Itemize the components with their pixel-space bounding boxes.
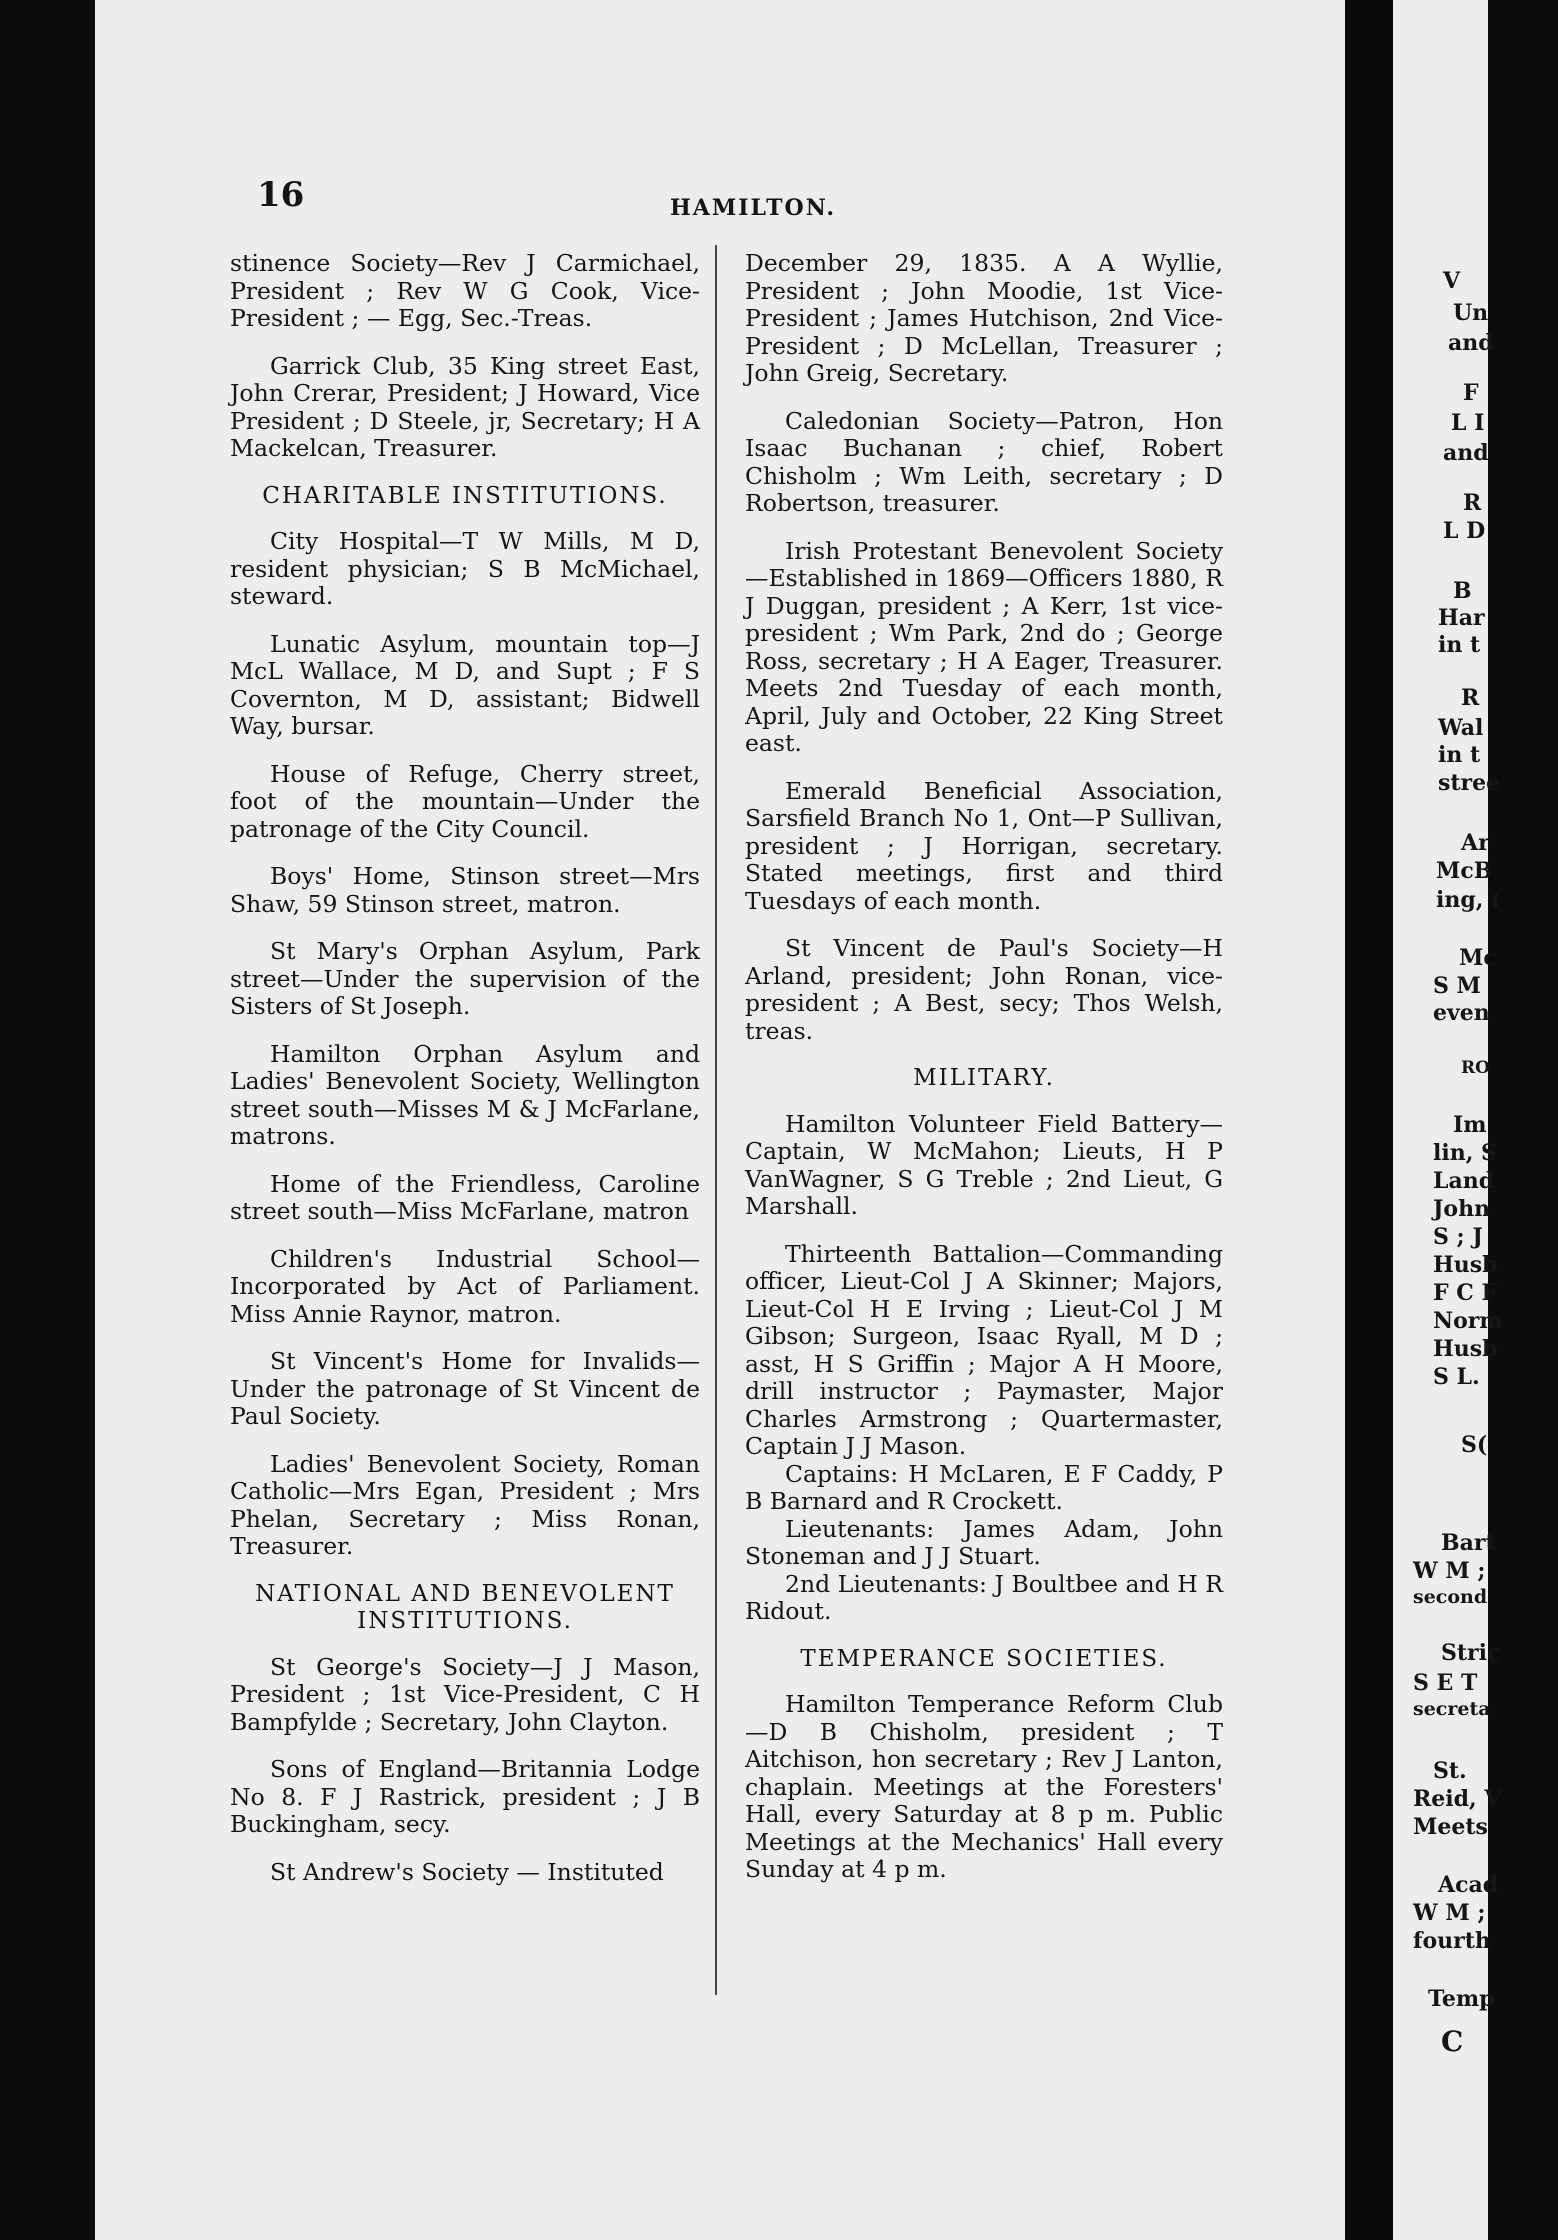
adjacent-fragment: ing, ( xyxy=(1436,887,1502,913)
page-number: 16 xyxy=(257,175,305,215)
adjacent-fragment: in t xyxy=(1438,742,1481,768)
adjacent-fragment: Stric xyxy=(1441,1640,1501,1666)
adjacent-fragment: S ; J xyxy=(1433,1224,1483,1250)
adjacent-fragment: McB xyxy=(1436,858,1493,884)
directory-entry: Ladies' Benevolent Society, Roman Catholic—Mrs Egan, President ; Mrs Phelan, Secretary ; Miss Ronan, Treasurer. xyxy=(230,1449,700,1560)
adjacent-fragment: even xyxy=(1433,1000,1490,1026)
directory-entry: Captains: H McLaren, E F Caddy, P B Barnard and R Crockett. xyxy=(745,1459,1223,1515)
directory-entry: Home of the Friendless, Caroline street south—Miss McFarlane, matron xyxy=(230,1169,700,1225)
adjacent-fragment: in t xyxy=(1438,632,1481,658)
directory-entry: Boys' Home, Stinson street—Mrs Shaw, 59 Stinson street, matron. xyxy=(230,862,700,918)
directory-entry: Thirteenth Battalion—Commanding officer, Lieut-Col J A Skinner; Majors, Lieut-Col H E Irving ; Lieut-Col J M Gibson; Surgeon, Isaac Ryall, M D ; asst, H S Griffin ; Major A H Moore, drill instructor ; Paymaster, Major Charles Armstrong ; Quartermaster, Captain J J Mason. xyxy=(745,1239,1223,1460)
adjacent-fragment: V xyxy=(1443,268,1461,294)
directory-entry: City Hospital—T W Mills, M D, resident physician; S B McMichael, steward. xyxy=(230,527,700,610)
adjacent-fragment: Temp xyxy=(1428,1986,1495,2012)
adjacent-page-edge xyxy=(1393,0,1503,2240)
directory-entry: St Vincent de Paul's Society—H Arland, president; John Ronan, vice-president ; A Best, secy; Thos Welsh, treas. xyxy=(745,934,1223,1045)
adjacent-fragment: S M xyxy=(1433,973,1481,999)
adjacent-fragment: lin, S xyxy=(1433,1140,1497,1166)
adjacent-fragment: L I xyxy=(1451,410,1485,436)
adjacent-fragment: Acad xyxy=(1438,1872,1499,1898)
adjacent-fragment: F C F xyxy=(1433,1280,1498,1306)
adjacent-fragment: secreta xyxy=(1413,1698,1491,1720)
section-heading: MILITARY. xyxy=(913,1065,1055,1091)
directory-entry: Irish Protestant Benevolent Society —Established in 1869—Officers 1880, R J Duggan, president ; A Kerr, 1st vice-president ; Wm Park, 2nd do ; George Ross, secretary ; H A Eager, Treasurer. Meets 2nd Tuesday of each month, April, July and October, 22 King Street east. xyxy=(745,536,1223,757)
section-heading: NATIONAL AND BENEVOLENT INSTITUTIONS. xyxy=(255,1580,675,1634)
directory-entry: Children's Industrial School—Incorporated by Act of Parliament. Miss Annie Raynor, matron. xyxy=(230,1244,700,1328)
adjacent-fragment: Im xyxy=(1453,1112,1487,1138)
adjacent-fragment: Husb xyxy=(1433,1252,1498,1278)
directory-entry: Garrick Club, 35 King street East, John Crerar, President; J Howard, Vice President ; D Steele, jr, Secretary; H A Mackelcan, Treasurer. xyxy=(230,351,700,462)
left-column xyxy=(230,250,700,1906)
directory-entry: Lunatic Asylum, mountain top—J McL Wallace, M D, and Supt ; F S Covernton, M D, assistant; Bidwell Way, bursar. xyxy=(230,629,700,740)
adjacent-fragment: Meets xyxy=(1413,1814,1488,1840)
adjacent-fragment: Land xyxy=(1433,1168,1495,1194)
directory-entry: St George's Society—J J Mason, President ; 1st Vice-President, C H Bampfylde ; Secretary, John Clayton. xyxy=(230,1652,700,1736)
right-column xyxy=(745,250,1223,1904)
adjacent-fragment: second xyxy=(1413,1586,1488,1608)
adjacent-fragment: Ar xyxy=(1461,830,1490,856)
section-heading: TEMPERANCE SOCIETIES. xyxy=(800,1645,1168,1672)
adjacent-fragment: Mc xyxy=(1459,945,1497,971)
page-gutter xyxy=(1345,0,1393,2240)
adjacent-fragment: F xyxy=(1463,380,1479,406)
adjacent-fragment: Un xyxy=(1453,300,1489,326)
directory-entry: stinence Society—Rev J Carmichael, President ; Rev W G Cook, Vice-President ; — Egg, Sec.-Treas. xyxy=(230,249,700,332)
directory-entry: Emerald Beneficial Association, Sarsfield Branch No 1, Ont—P Sullivan, president ; J Horrigan, secretary. Stated meetings, first and third Tuesdays of each month. xyxy=(745,776,1223,915)
section-heading: CHARITABLE INSTITUTIONS. xyxy=(262,482,668,509)
adjacent-fragment: W M ; xyxy=(1413,1558,1486,1584)
column-rule xyxy=(715,245,717,1995)
adjacent-fragment: John xyxy=(1433,1196,1491,1222)
adjacent-fragment: Norm xyxy=(1433,1308,1503,1334)
adjacent-fragment: stree xyxy=(1438,770,1501,796)
adjacent-fragment: B xyxy=(1453,578,1472,604)
directory-entry: Lieutenants: James Adam, John Stoneman and J J Stuart. xyxy=(745,1514,1223,1570)
running-head: HAMILTON. xyxy=(670,195,837,221)
adjacent-fragment: S L. xyxy=(1433,1364,1480,1390)
directory-entry: Hamilton Volunteer Field Battery—Captain, W McMahon; Lieuts, H P VanWagner, S G Treble ; 2nd Lieut, G Marshall. xyxy=(745,1109,1223,1220)
adjacent-fragment: C xyxy=(1441,2025,1464,2058)
adjacent-fragment: Har xyxy=(1438,605,1485,631)
adjacent-fragment: and xyxy=(1443,440,1489,466)
adjacent-fragment: R xyxy=(1461,685,1480,711)
adjacent-fragment: St. xyxy=(1433,1758,1467,1784)
adjacent-fragment: Bart xyxy=(1441,1530,1496,1556)
adjacent-fragment: RO xyxy=(1461,1058,1490,1078)
adjacent-fragment: S E T xyxy=(1413,1670,1478,1696)
directory-entry: St Mary's Orphan Asylum, Park street—Under the supervision of the Sisters of St Joseph. xyxy=(230,937,700,1020)
directory-entry: Hamilton Orphan Asylum and Ladies' Benevolent Society, Wellington street south—Misses M & J McFarlane, matrons. xyxy=(230,1039,700,1150)
directory-entry: Caledonian Society—Patron, Hon Isaac Buchanan ; chief, Robert Chisholm ; Wm Leith, secretary ; D Robertson, treasurer. xyxy=(745,406,1223,517)
directory-entry: St Andrew's Society — Instituted xyxy=(270,1857,664,1886)
adjacent-fragment: Husb xyxy=(1433,1336,1498,1362)
directory-entry: December 29, 1835. A A Wyllie, President ; John Moodie, 1st Vice-President ; James Hutchison, 2nd Vice-President ; D McLellan, Treasurer ; John Greig, Secretary. xyxy=(745,249,1223,387)
adjacent-fragment: S( xyxy=(1461,1432,1488,1458)
adjacent-fragment: Reid, V xyxy=(1413,1786,1502,1812)
adjacent-fragment: W M ; xyxy=(1413,1900,1486,1926)
directory-entry: House of Refuge, Cherry street, foot of the mountain—Under the patronage of the City Council. xyxy=(230,759,700,843)
adjacent-fragment: L D xyxy=(1443,518,1486,544)
adjacent-fragment: fourth xyxy=(1413,1928,1491,1954)
directory-entry: St Vincent's Home for Invalids—Under the patronage of St Vincent de Paul Society. xyxy=(230,1347,700,1430)
adjacent-fragment: Wal xyxy=(1438,715,1484,741)
directory-entry: 2nd Lieutenants: J Boultbee and H R Ridout. xyxy=(745,1569,1223,1625)
adjacent-fragment: R xyxy=(1463,490,1482,516)
adjacent-fragment: and xyxy=(1448,330,1494,356)
directory-entry: Sons of England—Britannia Lodge No 8. F J Rastrick, president ; J B Buckingham, secy. xyxy=(230,1755,700,1838)
directory-entry: Hamilton Temperance Reform Club —D B Chisholm, president ; T Aitchison, hon secretary ; Rev J Lanton, chaplain. Meetings at the Foresters' Hall, every Saturday at 8 p m. Public Meetings at the Mechanics' Hall every Sunday at 4 p m. xyxy=(745,1690,1223,1883)
